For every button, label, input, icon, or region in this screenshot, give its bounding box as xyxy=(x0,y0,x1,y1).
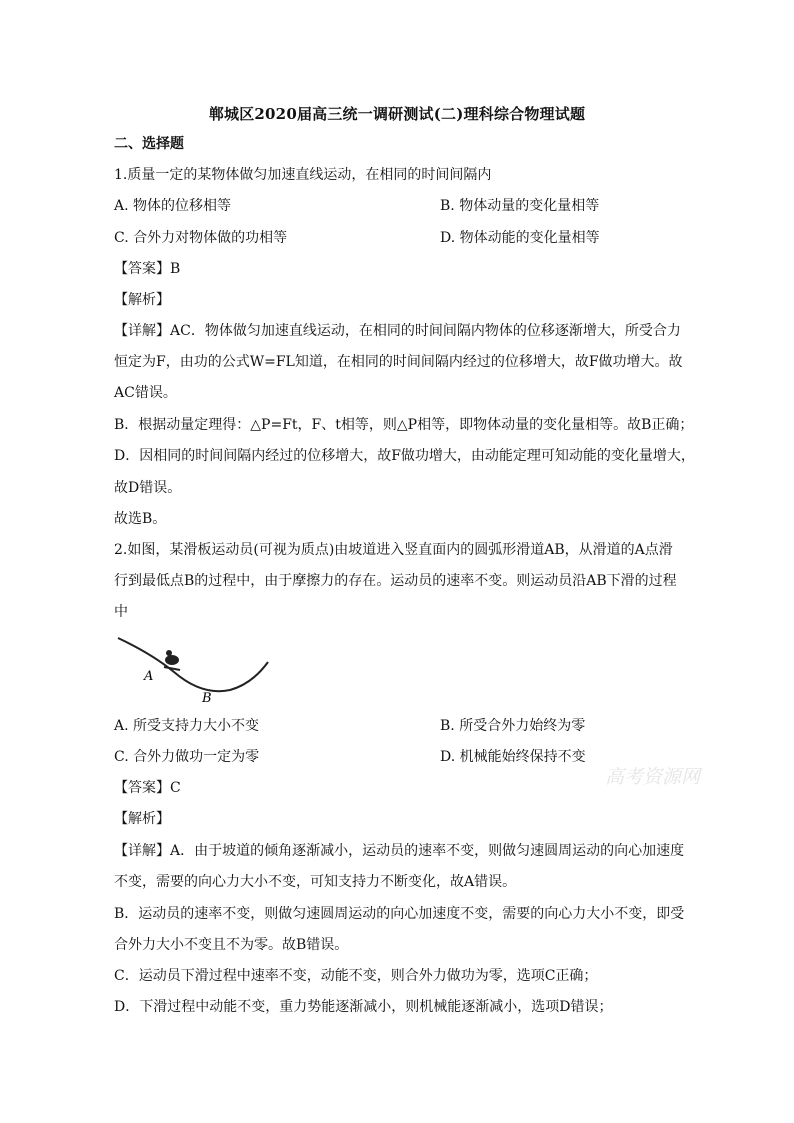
question-2-stem: 中 xyxy=(114,604,128,620)
watermark-logo xyxy=(605,763,765,789)
q1-answer: 【答案】B xyxy=(114,261,181,277)
q2-option-a: A. 所受支持力大小不变 xyxy=(114,718,260,734)
q1-detail-line: AC错误。 xyxy=(114,385,177,401)
page-title: 郸城区2020届高三统一调研测试(二)理科综合物理试题 xyxy=(208,105,586,123)
watermark-text: 高考资源网 xyxy=(605,766,701,788)
q2-option-b: B. 所受合外力始终为零 xyxy=(440,718,586,734)
q2-detail-line: 不变，需要的向心力大小不变，可知支持力不断变化，故A错误。 xyxy=(114,874,517,890)
question-1-stem: 1.质量一定的某物体做匀加速直线运动，在相同的时间间隔内 xyxy=(114,167,492,183)
q2-detail-line: 合外力大小不变且不为零。故B错误。 xyxy=(114,937,349,953)
skateboarder-icon xyxy=(164,650,180,670)
q2-option-c: C. 合外力做功一定为零 xyxy=(114,749,260,765)
q1-detail-line: 故选B。 xyxy=(114,511,167,527)
q2-answer: 【答案】C xyxy=(114,780,181,796)
q1-detail-line: 故D错误。 xyxy=(114,480,182,496)
q2-analysis-label: 【解析】 xyxy=(114,811,170,827)
q1-analysis-label: 【解析】 xyxy=(114,292,170,308)
q1-option-d: D. 物体动能的变化量相等 xyxy=(440,230,600,246)
q2-option-d: D. 机械能始终保持不变 xyxy=(440,749,586,765)
q1-detail-line: D．因相同的时间间隔内经过的位移增大，故F做功增大，由动能定理可知动能的变化量增大， xyxy=(114,448,695,464)
q2-detail-line: 【详解】A．由于坡道的倾角逐渐减小，运动员的速率不变，则做匀速圆周运动的向心加速度 xyxy=(114,843,685,859)
q1-option-c: C. 合外力对物体做的功相等 xyxy=(114,230,288,246)
question-2-stem: 2.如图，某滑板运动员(可视为质点)由坡道进入竖直面内的圆弧形滑道AB，从滑道的A点滑 xyxy=(114,542,673,558)
arc-track xyxy=(118,638,268,691)
q2-detail-line: C．运动员下滑过程中速率不变，动能不变，则合外力做功为零，选项C正确； xyxy=(114,968,598,984)
q2-detail-line: B．运动员的速率不变，则做匀速圆周运动的向心加速度不变，需要的向心力大小不变，即受 xyxy=(114,906,685,922)
point-a-label: A xyxy=(144,669,154,684)
point-b-label: B xyxy=(202,691,212,704)
q2-detail-line: D．下滑过程中动能不变，重力势能逐渐减小，则机械能逐渐减小，选项D错误； xyxy=(114,999,613,1015)
q1-detail-line: 【详解】AC．物体做匀加速直线运动，在相同的时间间隔内物体的位移逐渐增大，所受合力 xyxy=(114,323,681,339)
question-2-stem: 行到最低点B的过程中，由于摩擦力的存在。运动员的速率不变。则运动员沿AB下滑的过程 xyxy=(114,573,677,589)
ramp-figure xyxy=(112,634,272,704)
section-heading: 二、选择题 xyxy=(114,136,184,152)
q1-option-b: B. 物体动量的变化量相等 xyxy=(440,198,600,214)
q1-detail-line: 恒定为F，由功的公式W=FL知道，在相同的时间间隔内经过的位移增大，故F做功增大。故 xyxy=(114,354,683,370)
q1-detail-line: B．根据动量定理得：△P=Ft，F、t相等，则△P相等，即物体动量的变化量相等。故B正确； xyxy=(114,417,694,433)
q1-option-a: A. 物体的位移相等 xyxy=(114,198,232,214)
